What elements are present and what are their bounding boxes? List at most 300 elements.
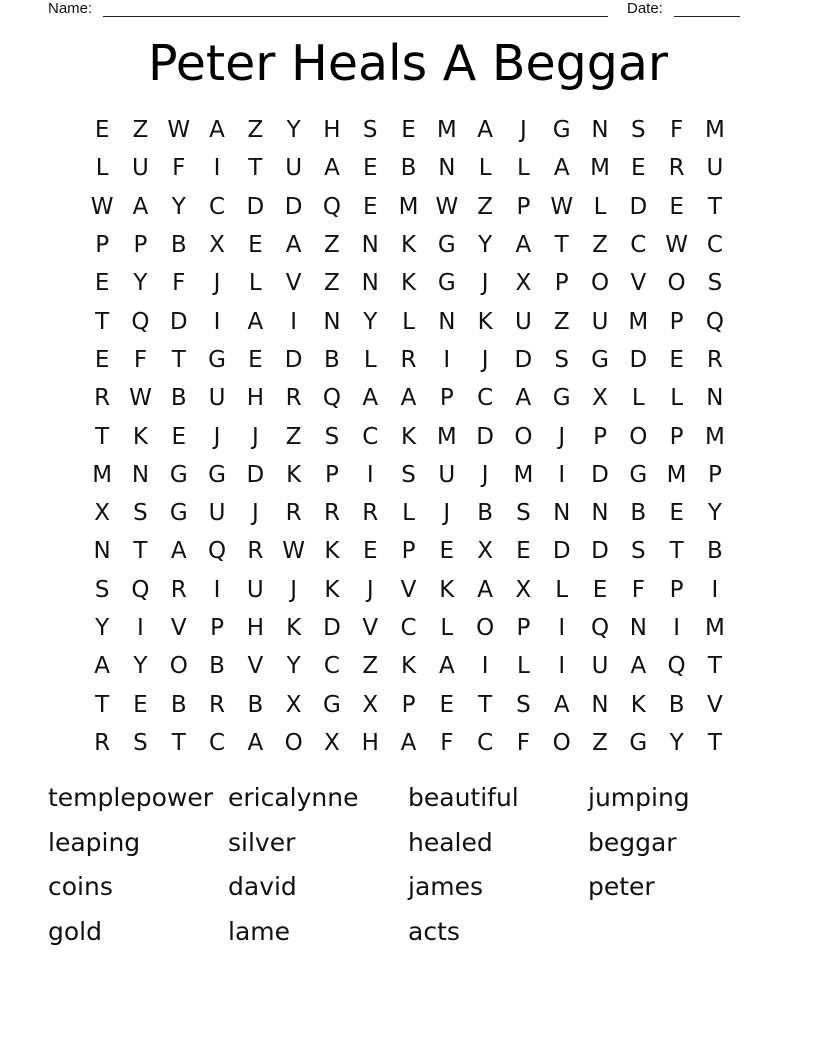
grid-cell: A bbox=[515, 385, 532, 412]
grid-cell: V bbox=[362, 615, 379, 641]
grid-cell: G bbox=[629, 729, 648, 756]
grid-cell: Q bbox=[322, 385, 341, 412]
grid-cell: U bbox=[591, 308, 609, 335]
grid-cell: P bbox=[669, 423, 684, 450]
grid-cell: P bbox=[439, 385, 454, 412]
grid-cell: M bbox=[436, 117, 457, 144]
grid-cell: M bbox=[590, 155, 610, 182]
word-list-item: silver bbox=[228, 827, 296, 857]
grid-cell: K bbox=[132, 423, 148, 450]
grid-cell: J bbox=[366, 576, 374, 603]
word-list-item: leaping bbox=[48, 827, 141, 857]
grid-cell: R bbox=[400, 346, 417, 373]
grid-cell: Z bbox=[592, 729, 608, 756]
grid-cell: I bbox=[558, 653, 566, 680]
grid-cell: A bbox=[132, 193, 149, 220]
word-list-item: james bbox=[408, 872, 484, 902]
grid-cell: R bbox=[362, 500, 379, 527]
grid-cell: B bbox=[668, 691, 685, 718]
grid-cell: P bbox=[669, 308, 684, 335]
grid-cell: P bbox=[669, 576, 684, 603]
grid-cell: A bbox=[285, 232, 302, 259]
grid-cell: A bbox=[400, 385, 417, 412]
grid-cell: N bbox=[131, 461, 150, 488]
grid-cell: R bbox=[323, 500, 340, 527]
grid-cell: E bbox=[401, 117, 416, 144]
grid-cell: T bbox=[95, 308, 110, 335]
grid-cell: C bbox=[323, 653, 340, 680]
grid-cell: A bbox=[515, 232, 532, 259]
date-label: Date: bbox=[627, 0, 663, 17]
grid-cell: D bbox=[514, 346, 533, 373]
grid-cell: N bbox=[438, 155, 456, 182]
grid-cell: J bbox=[213, 270, 221, 297]
grid-cell: U bbox=[208, 385, 226, 412]
grid-cell: T bbox=[248, 155, 263, 182]
grid-cell: E bbox=[248, 232, 263, 259]
grid-cell: E bbox=[669, 346, 684, 373]
grid-cell: N bbox=[706, 385, 724, 412]
grid-cell: M bbox=[666, 461, 687, 488]
grid-cell: K bbox=[630, 691, 646, 718]
grid-cell: Q bbox=[131, 576, 150, 603]
grid-cell: T bbox=[171, 346, 186, 373]
grid-cell: Y bbox=[478, 232, 493, 259]
grid-cell: D bbox=[246, 461, 265, 488]
grid-cell: B bbox=[477, 500, 493, 527]
grid-cell: T bbox=[478, 691, 493, 718]
name-line bbox=[103, 16, 608, 17]
grid-cell: E bbox=[362, 155, 378, 182]
grid-cell: A bbox=[170, 538, 187, 565]
grid-cell: T bbox=[95, 423, 110, 450]
grid-cell: J bbox=[251, 423, 259, 450]
grid-cell: U bbox=[132, 155, 149, 182]
grid-cell: K bbox=[400, 270, 417, 297]
grid-cell: C bbox=[362, 423, 379, 450]
grid-cell: N bbox=[553, 500, 571, 527]
grid-cell: J bbox=[481, 461, 489, 488]
grid-cell: A bbox=[553, 155, 570, 182]
grid-cell: G bbox=[323, 691, 341, 718]
date-line bbox=[674, 16, 740, 17]
grid-cell: L bbox=[631, 385, 645, 412]
grid-cell: J bbox=[213, 423, 221, 450]
header bbox=[48, 0, 740, 18]
grid-cell: J bbox=[443, 500, 451, 527]
word-list-item: templepower bbox=[48, 783, 214, 812]
grid-cell: G bbox=[552, 117, 571, 144]
grid-cell: O bbox=[552, 729, 571, 756]
grid-cell: D bbox=[476, 423, 494, 450]
grid-cell: L bbox=[440, 615, 454, 641]
grid-cell: X bbox=[285, 691, 302, 718]
grid-cell: P bbox=[554, 270, 569, 297]
grid-cell: I bbox=[673, 615, 680, 641]
grid-cell: I bbox=[711, 576, 719, 603]
grid-cell: H bbox=[323, 117, 341, 144]
grid-cell: A bbox=[247, 729, 264, 756]
grid-cell: I bbox=[137, 615, 144, 641]
grid-cell: I bbox=[213, 576, 221, 603]
grid-cell: E bbox=[439, 691, 455, 718]
grid-cell: U bbox=[208, 500, 226, 527]
grid-cell: N bbox=[591, 117, 609, 144]
grid-cell: Q bbox=[207, 538, 227, 565]
word-list-item: lame bbox=[228, 917, 290, 947]
page-title: Peter Heals A Beggar bbox=[147, 35, 668, 92]
grid-cell: G bbox=[591, 346, 609, 373]
grid-cell: M bbox=[704, 117, 725, 144]
grid-cell: Z bbox=[553, 308, 570, 335]
grid-cell: T bbox=[171, 729, 186, 756]
grid-cell: S bbox=[554, 346, 570, 373]
grid-cell: I bbox=[558, 615, 566, 641]
grid-cell: L bbox=[95, 155, 109, 182]
grid-cell: N bbox=[438, 308, 456, 335]
grid-cell: U bbox=[706, 155, 724, 182]
grid-cell: S bbox=[133, 729, 148, 756]
grid-cell: G bbox=[208, 346, 226, 373]
grid-cell: A bbox=[324, 155, 340, 182]
grid-cell: L bbox=[517, 653, 530, 680]
grid-cell: A bbox=[438, 653, 455, 680]
word-list-item: jumping bbox=[588, 783, 690, 812]
grid-cell: G bbox=[629, 461, 648, 488]
grid-cell: P bbox=[593, 423, 607, 450]
grid-cell: W bbox=[435, 193, 459, 220]
grid-cell: L bbox=[555, 576, 569, 603]
grid-cell: X bbox=[592, 385, 608, 412]
grid-cell: P bbox=[401, 538, 416, 565]
grid-cell: M bbox=[398, 193, 419, 220]
grid-cell: Y bbox=[363, 308, 378, 335]
grid-cell: U bbox=[591, 653, 609, 680]
grid-cell: P bbox=[707, 461, 722, 488]
grid-cell: E bbox=[94, 346, 110, 373]
word-list-item: healed bbox=[408, 827, 493, 857]
grid-cell: K bbox=[400, 232, 417, 259]
grid-cell: X bbox=[515, 576, 532, 603]
grid-cell: C bbox=[630, 232, 647, 259]
grid-cell: F bbox=[172, 270, 186, 297]
name-label: Name: bbox=[48, 0, 93, 17]
grid-cell: P bbox=[516, 615, 531, 641]
word-list-item: acts bbox=[408, 917, 460, 947]
grid-cell: W bbox=[550, 193, 574, 220]
grid-cell: F bbox=[669, 117, 684, 144]
grid-cell: Y bbox=[133, 653, 148, 680]
grid-cell: Q bbox=[667, 653, 686, 680]
grid-cell: Y bbox=[707, 500, 722, 527]
grid-cell: V bbox=[630, 270, 647, 297]
grid-cell: E bbox=[669, 500, 684, 527]
grid-cell: Y bbox=[669, 729, 684, 756]
word-list-item: david bbox=[228, 872, 297, 902]
grid-cell: K bbox=[286, 461, 302, 488]
grid-cell: F bbox=[440, 729, 454, 756]
grid-cell: A bbox=[362, 385, 379, 412]
grid-cell: Z bbox=[324, 232, 340, 259]
grid-cell: B bbox=[170, 691, 187, 718]
word-list-item: ericalynne bbox=[228, 783, 359, 812]
grid-cell: Z bbox=[362, 653, 379, 680]
grid-cell: N bbox=[323, 308, 341, 335]
grid-cell: E bbox=[94, 117, 110, 144]
grid-cell: W bbox=[167, 117, 191, 144]
grid-cell: S bbox=[362, 117, 378, 144]
grid-cell: E bbox=[94, 270, 110, 297]
grid-cell: G bbox=[437, 270, 456, 297]
grid-cell: R bbox=[706, 346, 723, 373]
grid-cell: G bbox=[169, 500, 188, 527]
grid-cell: O bbox=[284, 729, 303, 756]
grid-cell: Q bbox=[131, 308, 150, 335]
grid-cell: I bbox=[213, 155, 221, 182]
grid-cell: A bbox=[553, 691, 570, 718]
grid-cell: S bbox=[631, 538, 646, 565]
grid-cell: J bbox=[558, 423, 566, 450]
grid-cell: P bbox=[95, 232, 110, 259]
grid-cell: G bbox=[552, 385, 571, 412]
word-list-item: gold bbox=[48, 917, 102, 947]
grid-cell: X bbox=[362, 691, 379, 718]
grid-cell: E bbox=[631, 155, 646, 182]
grid-cell: H bbox=[361, 729, 379, 756]
grid-cell: D bbox=[284, 346, 303, 373]
grid-cell: S bbox=[401, 461, 416, 488]
grid-cell: J bbox=[251, 500, 259, 527]
grid-cell: D bbox=[246, 193, 265, 220]
grid-cell: J bbox=[481, 270, 489, 297]
grid-cell: S bbox=[516, 500, 531, 527]
grid-cell: A bbox=[477, 576, 493, 603]
grid-cell: D bbox=[591, 538, 609, 565]
grid-cell: V bbox=[285, 270, 302, 297]
grid-cell: D bbox=[323, 615, 341, 641]
grid-cell: X bbox=[324, 729, 340, 756]
grid-cell: T bbox=[669, 538, 684, 565]
grid-cell: B bbox=[707, 538, 723, 565]
grid-cell: S bbox=[516, 691, 531, 718]
grid-cell: W bbox=[129, 385, 152, 412]
grid-cell: Y bbox=[133, 270, 148, 297]
grid-cell: W bbox=[665, 232, 688, 259]
grid-cell: F bbox=[133, 346, 148, 373]
grid-cell: V bbox=[707, 691, 723, 718]
grid-cell: E bbox=[669, 193, 684, 220]
letter-grid bbox=[83, 111, 734, 762]
grid-cell: G bbox=[208, 461, 226, 488]
grid-cell: K bbox=[400, 653, 417, 680]
grid-cell: I bbox=[481, 653, 489, 680]
grid-cell: O bbox=[590, 270, 610, 297]
grid-cell: G bbox=[437, 232, 456, 259]
grid-cell: T bbox=[707, 653, 722, 680]
grid-cell: Q bbox=[322, 193, 341, 220]
grid-cell: J bbox=[520, 117, 527, 144]
word-list-item: beautiful bbox=[408, 783, 519, 812]
grid-cell: C bbox=[477, 385, 494, 412]
grid-cell: U bbox=[246, 576, 264, 603]
grid-cell: I bbox=[558, 461, 566, 488]
grid-cell: L bbox=[517, 155, 530, 182]
grid-cell: J bbox=[481, 346, 489, 373]
grid-cell: N bbox=[361, 232, 379, 259]
grid-cell: M bbox=[92, 461, 113, 488]
grid-cell: C bbox=[400, 615, 417, 641]
grid-cell: S bbox=[324, 423, 340, 450]
grid-cell: U bbox=[285, 155, 303, 182]
grid-cell: B bbox=[400, 155, 417, 182]
grid-cell: Y bbox=[286, 653, 301, 680]
grid-cell: W bbox=[282, 538, 305, 565]
grid-cell: X bbox=[209, 232, 225, 259]
grid-cell: P bbox=[210, 615, 224, 641]
grid-cell: N bbox=[361, 270, 379, 297]
grid-cell: T bbox=[554, 232, 569, 259]
grid-cell: H bbox=[246, 615, 264, 641]
grid-cell: D bbox=[629, 193, 648, 220]
grid-cell: A bbox=[247, 308, 264, 335]
grid-cell: I bbox=[443, 346, 451, 373]
grid-cell: N bbox=[93, 538, 111, 565]
grid-cell: Y bbox=[286, 117, 301, 144]
grid-cell: E bbox=[362, 193, 378, 220]
grid-cell: E bbox=[248, 346, 263, 373]
grid-cell: R bbox=[94, 729, 111, 756]
grid-cell: E bbox=[171, 423, 187, 450]
grid-cell: S bbox=[707, 270, 723, 297]
grid-cell: H bbox=[246, 385, 264, 412]
grid-cell: U bbox=[514, 308, 532, 335]
grid-cell: X bbox=[477, 538, 493, 565]
grid-cell: N bbox=[591, 691, 609, 718]
grid-cell: Q bbox=[705, 308, 724, 335]
grid-cell: A bbox=[400, 729, 417, 756]
grid-cell: Y bbox=[95, 615, 110, 641]
grid-cell: T bbox=[95, 691, 110, 718]
grid-cell: C bbox=[209, 193, 226, 220]
grid-cell: R bbox=[209, 691, 226, 718]
grid-cell: B bbox=[209, 653, 225, 680]
grid-cell: K bbox=[324, 538, 340, 565]
word-list bbox=[48, 776, 768, 955]
grid-cell: W bbox=[90, 193, 114, 220]
grid-cell: C bbox=[209, 729, 226, 756]
grid-cell: P bbox=[324, 461, 339, 488]
grid-cell: E bbox=[362, 538, 378, 565]
grid-cell: A bbox=[209, 117, 225, 144]
grid-cell: R bbox=[285, 385, 302, 412]
grid-cell: K bbox=[477, 308, 493, 335]
grid-cell: S bbox=[631, 117, 646, 144]
grid-cell: K bbox=[286, 615, 302, 641]
grid-cell: D bbox=[591, 461, 609, 488]
grid-cell: C bbox=[477, 729, 494, 756]
grid-cell: S bbox=[94, 576, 110, 603]
grid-cell: I bbox=[290, 308, 298, 335]
grid-cell: A bbox=[94, 653, 111, 680]
grid-cell: Q bbox=[590, 615, 610, 641]
grid-cell: G bbox=[169, 461, 188, 488]
grid-cell: K bbox=[324, 576, 340, 603]
grid-cell: Z bbox=[592, 232, 608, 259]
grid-cell: M bbox=[704, 423, 725, 450]
word-list-item: peter bbox=[588, 872, 655, 902]
grid-cell: N bbox=[629, 615, 647, 641]
grid-cell: D bbox=[169, 308, 188, 335]
grid-cell: K bbox=[400, 423, 417, 450]
grid-cell: F bbox=[516, 729, 531, 756]
grid-cell: L bbox=[402, 500, 415, 527]
grid-cell: R bbox=[170, 576, 187, 603]
grid-cell: L bbox=[593, 193, 607, 220]
grid-cell: V bbox=[247, 653, 264, 680]
grid-cell: Z bbox=[132, 117, 149, 144]
grid-cell: B bbox=[170, 385, 187, 412]
grid-cell: O bbox=[514, 423, 533, 450]
grid-cell: O bbox=[476, 615, 495, 641]
grid-cell: J bbox=[290, 576, 298, 603]
grid-cell: L bbox=[248, 270, 262, 297]
grid-cell: R bbox=[247, 538, 264, 565]
grid-cell: M bbox=[628, 308, 649, 335]
grid-cell: R bbox=[668, 155, 685, 182]
grid-cell: T bbox=[707, 193, 722, 220]
grid-cell: M bbox=[436, 423, 457, 450]
grid-cell: R bbox=[94, 385, 111, 412]
grid-cell: E bbox=[133, 691, 148, 718]
grid-cell: Z bbox=[247, 117, 264, 144]
grid-cell: Z bbox=[285, 423, 302, 450]
grid-cell: K bbox=[439, 576, 455, 603]
grid-cell: R bbox=[285, 500, 302, 527]
grid-cell: P bbox=[401, 691, 416, 718]
grid-cell: P bbox=[133, 232, 148, 259]
grid-cell: O bbox=[169, 653, 188, 680]
grid-cell: M bbox=[513, 461, 534, 488]
grid-cell: I bbox=[366, 461, 374, 488]
grid-cell: D bbox=[629, 346, 648, 373]
grid-cell: C bbox=[706, 232, 723, 259]
grid-cell: L bbox=[402, 308, 415, 335]
grid-cell: B bbox=[630, 500, 647, 527]
grid-cell: V bbox=[400, 576, 417, 603]
grid-cell: L bbox=[670, 385, 684, 412]
grid-cell: L bbox=[478, 155, 492, 182]
grid-cell: Z bbox=[477, 193, 493, 220]
word-list-item: coins bbox=[48, 872, 113, 902]
grid-cell: B bbox=[324, 346, 340, 373]
grid-cell: O bbox=[629, 423, 648, 450]
grid-cell: X bbox=[94, 500, 111, 527]
grid-cell: V bbox=[170, 615, 187, 641]
grid-cell: B bbox=[170, 232, 187, 259]
grid-cell: P bbox=[516, 193, 531, 220]
grid-cell: T bbox=[133, 538, 148, 565]
grid-cell: A bbox=[477, 117, 493, 144]
grid-cell: Y bbox=[171, 193, 186, 220]
grid-cell: M bbox=[704, 615, 725, 641]
grid-cell: T bbox=[707, 729, 722, 756]
grid-cell: X bbox=[515, 270, 532, 297]
grid-cell: B bbox=[247, 691, 264, 718]
grid-cell: E bbox=[516, 538, 531, 565]
grid-cell: D bbox=[552, 538, 571, 565]
grid-cell: F bbox=[172, 155, 186, 182]
grid-cell: U bbox=[438, 461, 456, 488]
